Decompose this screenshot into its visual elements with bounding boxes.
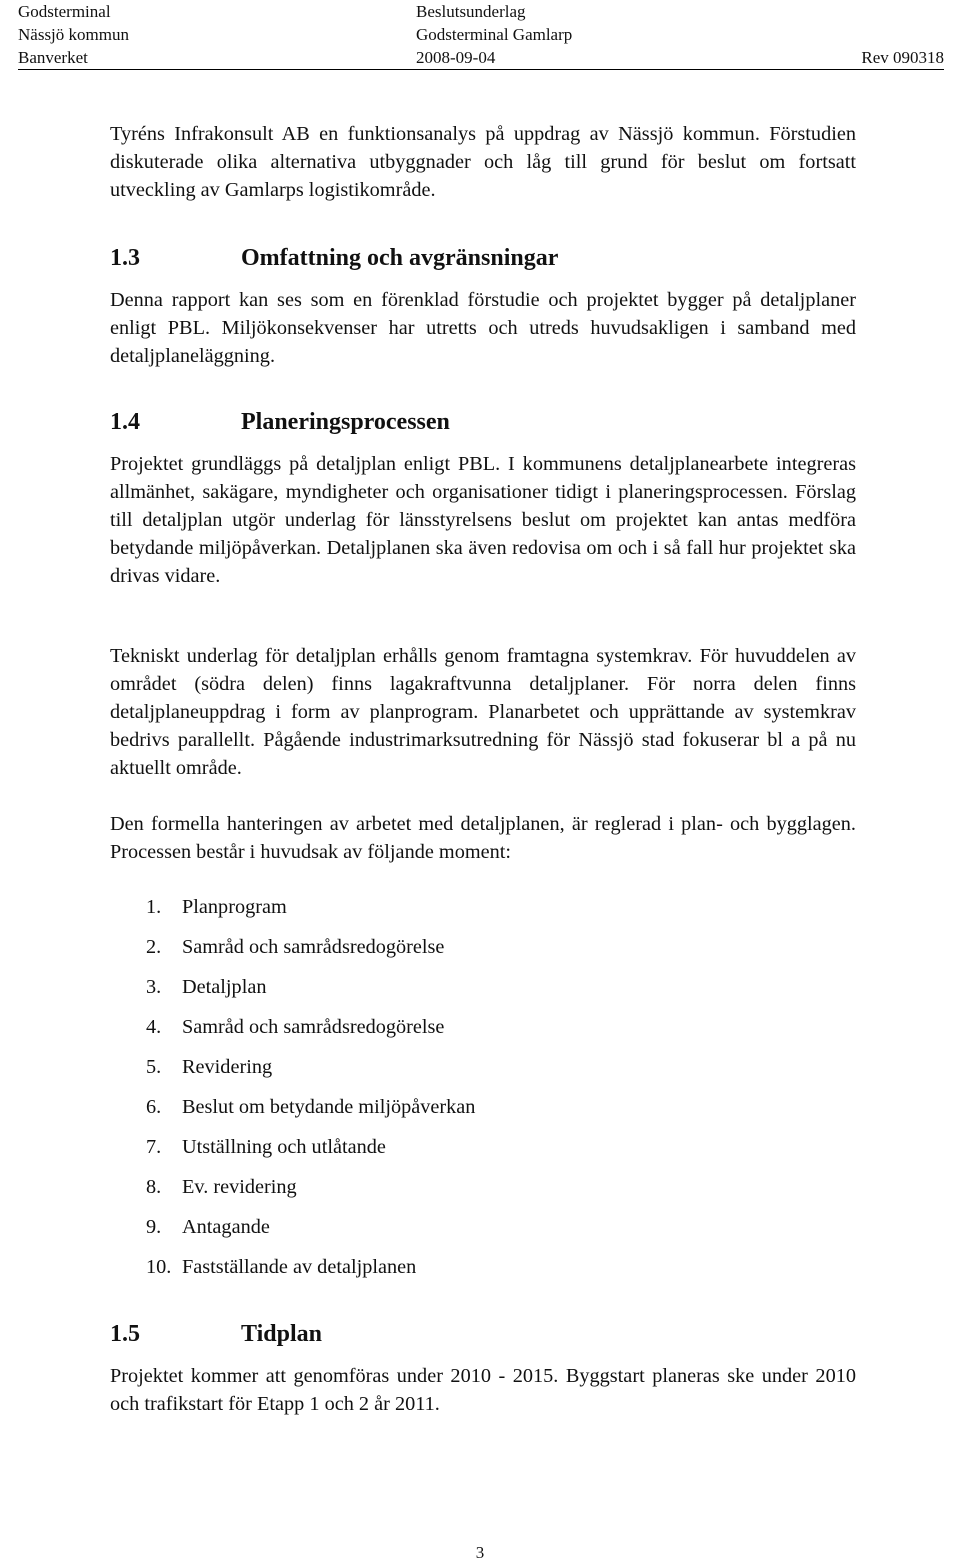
list-item-number: 9. xyxy=(146,1216,162,1238)
list-item-label: Revidering xyxy=(182,1056,273,1078)
section-1-4-paragraph-3: Den formella hanteringen av arbetet med detaljplanen, är reglerad i plan- och bygglagen. Processen består i huvudsak av följande moment: xyxy=(110,813,856,863)
section-1-4-paragraph-2: Tekniskt underlag för detaljplan erhålls genom framtagna systemkrav. För huvuddelen av området (södra delen) finns lagakraftvunna detaljplaner. För norra delen finns detaljplaneuppdrag i form av planprogram. Planarbetet och upprättande av systemkrav bedrivs parallellt. Pågående industrimarksutredning för Nässjö stad fokuserar bl a på nu aktuellt område. xyxy=(110,645,856,779)
intro-paragraph: Tyréns Infrakonsult AB en funktionsanalys på uppdrag av Nässjö kommun. Förstudien diskuterade olika alternativa utbyggnader och låg till grund för beslut om fortsatt utveckling av Gamlarps logistikområde. xyxy=(110,123,856,201)
section-heading-1-5 xyxy=(110,1319,322,1349)
header-row-2 xyxy=(18,23,944,46)
list-item xyxy=(146,1213,475,1253)
section-1-4-body-2 xyxy=(110,642,856,782)
section-1-3-body xyxy=(110,286,856,370)
header-row-3 xyxy=(18,46,944,69)
list-item-label: Fastställande av detaljplanen xyxy=(182,1256,417,1278)
header-row-1 xyxy=(18,0,944,23)
list-item xyxy=(146,1253,475,1293)
list-item-label: Beslut om betydande miljöpåverkan xyxy=(182,1096,476,1118)
list-item xyxy=(146,933,475,973)
header-revision: Rev 090318 xyxy=(861,48,944,67)
list-item xyxy=(146,1013,475,1053)
list-item-label: Utställning och utlåtande xyxy=(182,1136,386,1158)
list-item-number: 5. xyxy=(146,1056,162,1078)
header-doc-type: Beslutsunderlag xyxy=(416,2,526,21)
process-steps-list xyxy=(146,893,475,1293)
list-item xyxy=(146,973,475,1013)
header-agency: Banverket xyxy=(18,48,88,67)
section-heading-1-3 xyxy=(110,243,558,273)
list-item-number: 8. xyxy=(146,1176,162,1198)
intro-block xyxy=(110,120,856,204)
section-number: 1.3 xyxy=(110,245,140,271)
section-1-4-body-1 xyxy=(110,450,856,590)
list-item-number: 10. xyxy=(146,1256,172,1278)
list-item-number: 7. xyxy=(146,1136,162,1158)
section-1-5-body xyxy=(110,1362,856,1418)
list-item-number: 4. xyxy=(146,1016,162,1038)
section-number: 1.4 xyxy=(110,409,140,435)
header-date: 2008-09-04 xyxy=(416,48,496,67)
list-item-number: 6. xyxy=(146,1096,162,1118)
section-title: Omfattning och avgränsningar xyxy=(241,245,559,271)
list-item xyxy=(146,1053,475,1093)
list-item-label: Detaljplan xyxy=(182,976,267,998)
section-1-3-paragraph: Denna rapport kan ses som en förenklad förstudie och projektet bygger på detaljplaner enligt PBL. Miljökonsekvenser har utretts och utreds huvudsakligen i samband med detaljplaneläggning. xyxy=(110,289,856,367)
section-1-5-paragraph: Projektet kommer att genomföras under 2010 - 2015. Byggstart planeras ske under 2010 och trafikstart för Etapp 1 och 2 år 2011. xyxy=(110,1365,856,1415)
list-item-number: 3. xyxy=(146,976,162,998)
list-item-label: Planprogram xyxy=(182,896,287,918)
section-1-4-body-3 xyxy=(110,810,856,866)
list-item-label: Samråd och samrådsredogörelse xyxy=(182,1016,445,1038)
list-item-label: Samråd och samrådsredogörelse xyxy=(182,936,445,958)
list-item xyxy=(146,1093,475,1133)
header-project: Godsterminal xyxy=(18,2,111,21)
header-organisation: Nässjö kommun xyxy=(18,25,129,44)
section-title: Planeringsprocessen xyxy=(241,409,450,435)
page-number: 3 xyxy=(475,1543,485,1562)
section-heading-1-4 xyxy=(110,407,450,437)
page-header xyxy=(18,0,944,69)
header-doc-title: Godsterminal Gamlarp xyxy=(416,25,573,44)
list-item-number: 1. xyxy=(146,896,162,918)
header-divider xyxy=(18,69,944,70)
list-item-number: 2. xyxy=(146,936,162,958)
list-item xyxy=(146,893,475,933)
section-1-4-paragraph-1: Projektet grundläggs på detaljplan enligt PBL. I kommunens detaljplanearbete integreras allmänhet, sakägare, myndigheter och organisationer tidigt i planeringsprocessen. Förslag till detaljplan utgör underlag för länsstyrelsens beslut om projektet kan antas medföra betydande miljöpåverkan. Detaljplanen ska även redovisa om och i så fall hur projektet ska drivas vidare. xyxy=(110,453,856,587)
list-item xyxy=(146,1133,475,1173)
list-item-label: Antagande xyxy=(182,1216,270,1238)
list-item xyxy=(146,1173,475,1213)
section-number: 1.5 xyxy=(110,1321,140,1347)
list-item-label: Ev. revidering xyxy=(182,1176,297,1198)
section-title: Tidplan xyxy=(241,1321,322,1347)
